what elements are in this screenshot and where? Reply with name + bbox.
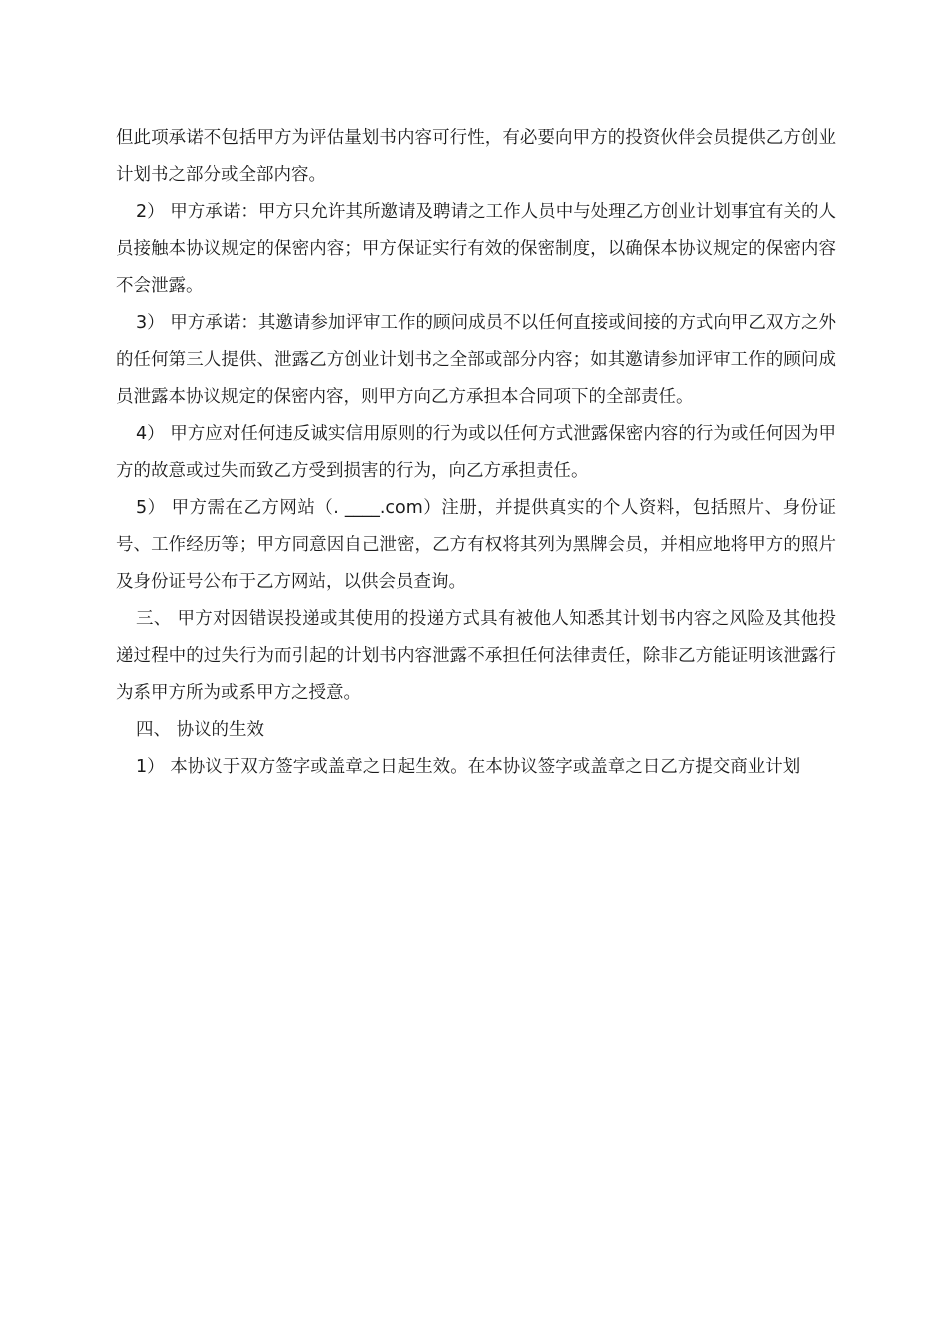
paragraph-clause-2: 2） 甲方承诺：甲方只允许其所邀请及聘请之工作人员中与处理乙方创业计划事宜有关的人员接触本协议规定的保密内容；甲方保证实行有效的保密制度，以确保本协议规定的保密内容不会泄露。 [116,202,836,296]
paragraph-clause-4: 4） 甲方应对任何违反诚实信用原则的行为或以任何方式泄露保密内容的行为或任何因为甲方的故意或过失而致乙方受到损害的行为，向乙方承担责任。 [116,424,836,481]
paragraph-clause-3: 3） 甲方承诺：其邀请参加评审工作的顾问成员不以任何直接或间接的方式向甲乙双方之外的任何第三人提供、泄露乙方创业计划书之全部或部分内容；如其邀请参加评审工作的顾问成员泄露本协议规定的保密内容，则甲方向乙方承担本合同项下的全部责任。 [116,313,836,407]
section-heading-4: 四、 协议的生效 [136,720,265,740]
paragraph-continuation: 但此项承诺不包括甲方为评估量划书内容可行性，有必要向甲方的投资伙伴会员提供乙方创业计划书之部分或全部内容。 [116,128,836,185]
paragraph-clause-5: 5） 甲方需在乙方网站（. ____.com）注册，并提供真实的个人资料，包括照片、身份证号、工作经历等；甲方同意因自己泄密，乙方有权将其列为黑牌会员，并相应地将甲方的照片及身份证号公布于乙方网站，以供会员查询。 [116,498,836,592]
paragraph-effectiveness-1: 1） 本协议于双方签字或盖章之日起生效。在本协议签字或盖章之日乙方提交商业计划 [136,757,801,777]
document-body [116,120,836,786]
paragraph-section-3: 三、 甲方对因错误投递或其使用的投递方式具有被他人知悉其计划书内容之风险及其他投递过程中的过失行为而引起的计划书内容泄露不承担任何法律责任，除非乙方能证明该泄露行为系甲方所为或系甲方之授意。 [116,609,836,703]
